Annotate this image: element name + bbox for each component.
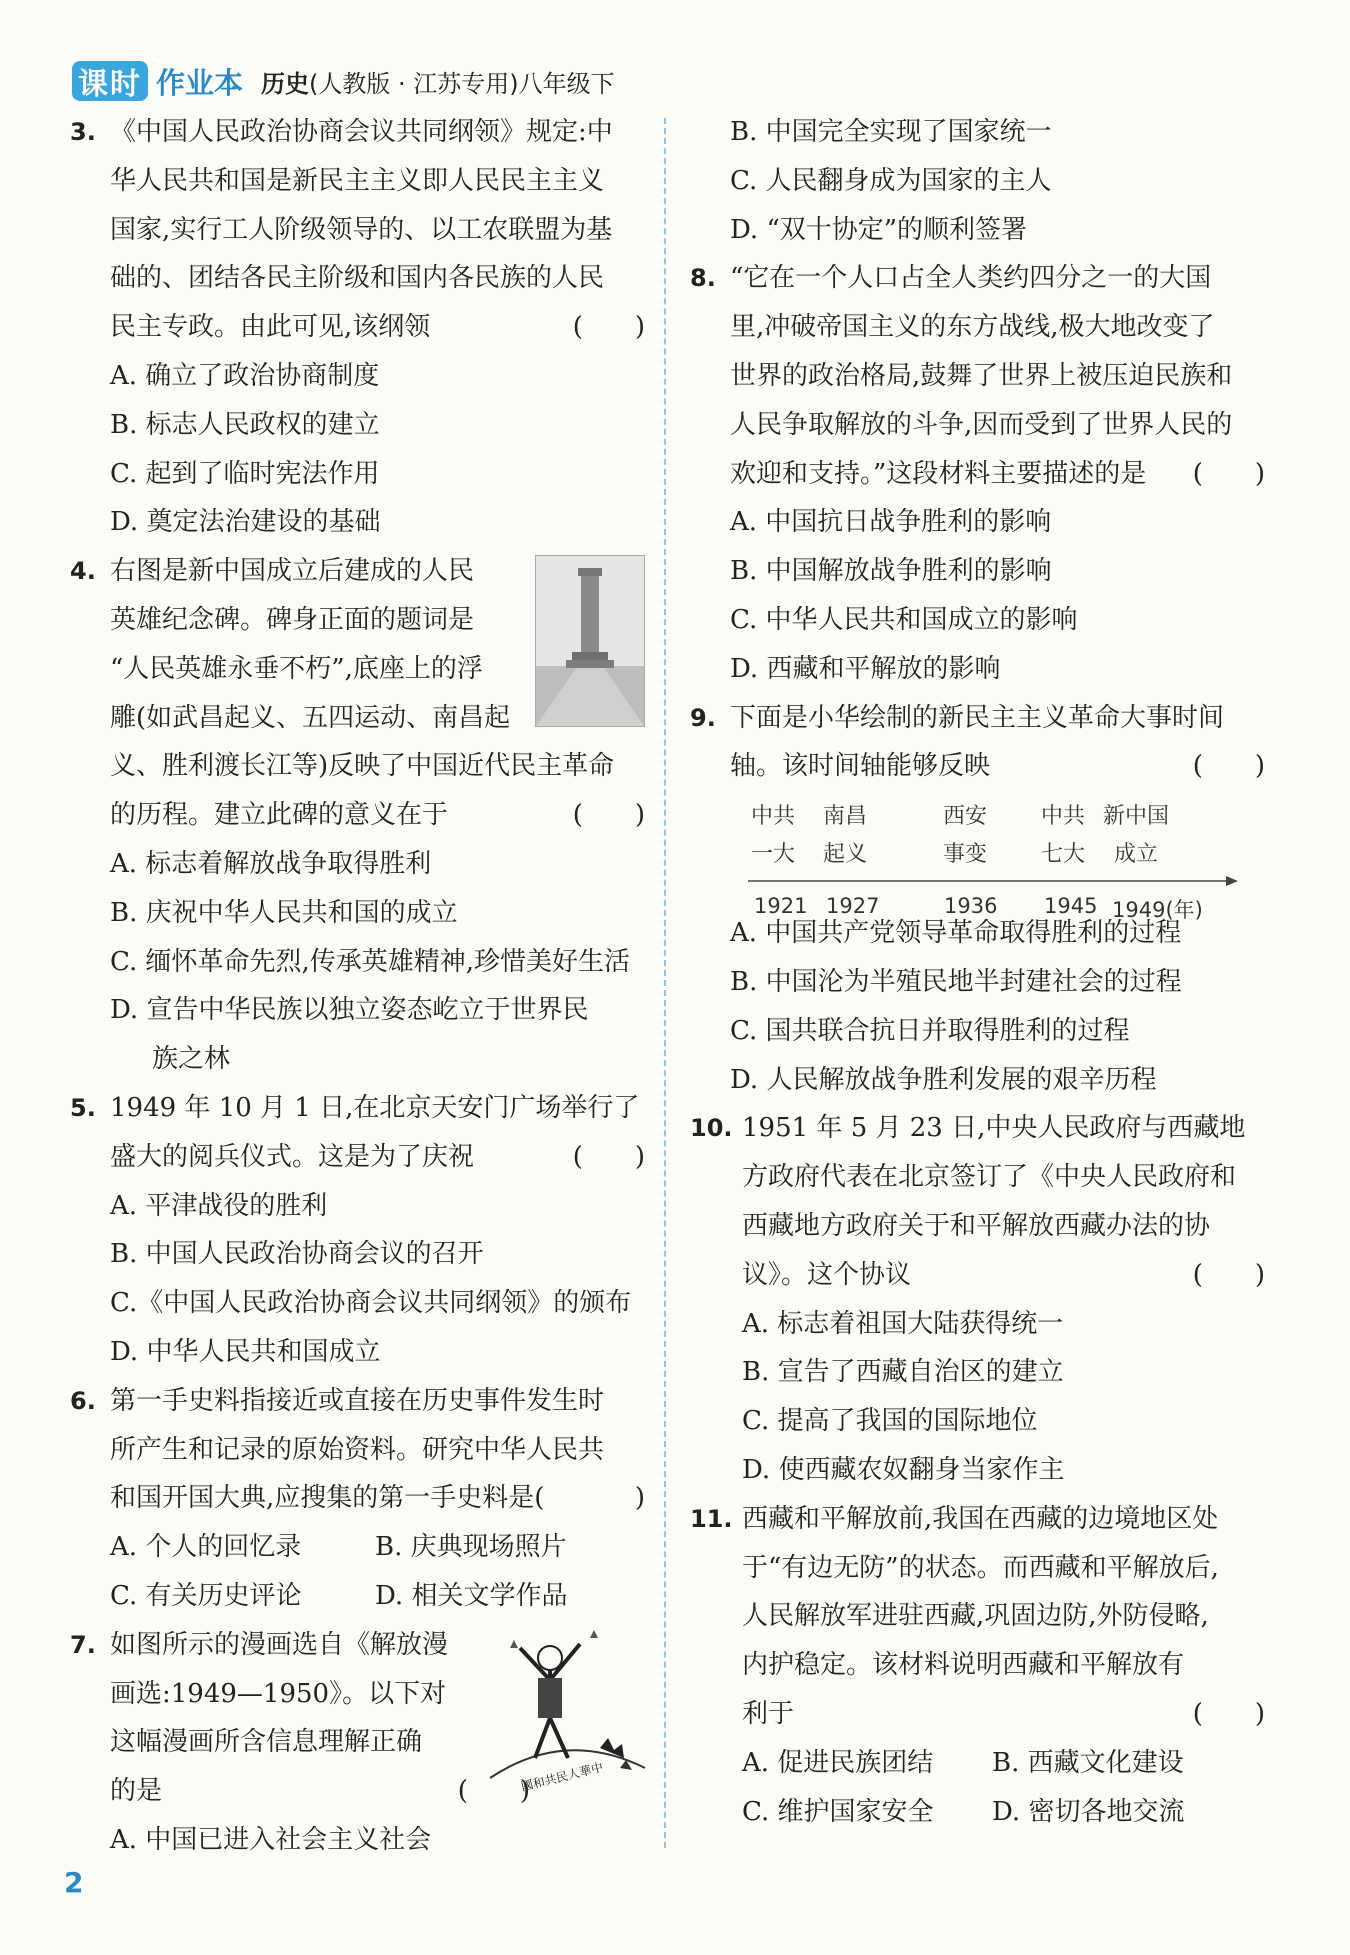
option[interactable]: D. 人民解放战争胜利发展的艰辛历程 (730, 1064, 1157, 1095)
timeline-event: 新中国 成立 (1102, 804, 1169, 867)
option[interactable]: D. 使西藏农奴翻身当家作主 (742, 1454, 1065, 1485)
answer-blank[interactable]: ( ) (1192, 1259, 1265, 1290)
question-9: 9. 下面是小华绘制的新民主主义革命大事时间 轴。该时间轴能够反映 ( ) A. 中国共产党领导革命取得胜利的过程 B. 中国沦为半殖民地半封建社会的过程 C. 国共联合抗日并取得胜利的过程 D. 人民解放战争胜利发展的艰辛历程 (690, 694, 1265, 1105)
option[interactable]: B. 标志人民政权的建立 (110, 409, 380, 440)
option[interactable]: C. 人民翻身成为国家的主人 (730, 165, 1052, 196)
book-logo: 课时 (72, 61, 148, 101)
option[interactable]: D. 相关文学作品 (375, 1580, 568, 1611)
cartoon-caption: 國和共民人華中 (519, 1760, 605, 1794)
monument-photo (535, 555, 645, 727)
option[interactable]: C. 国共联合抗日并取得胜利的过程 (730, 1015, 1130, 1046)
question-11: 11. 西藏和平解放前,我国在西藏的边境地区处 于“有边无防”的状态。而西藏和平解放后, 人民解放军进驻西藏,巩固边防,外防侵略, 内护稳定。该材料说明西藏和平解放有 利于 ( ) A. 促进民族团结 B. 西藏文化建设 C. 维护国家安全 D. 密切各地交流 (690, 1495, 1265, 1837)
question-3: 3. 《中国人民政治协商会议共同纲领》规定:中 华人民共和国是新民主主义即人民民主主义 国家,实行工人阶级领导的、以工农联盟为基 础的、团结各民主阶级和国内各民族的人民 民主专政。由此可见,该纲领 ( ) A. 确立了政治协商制度 B. 标志人民政权的建立 C. 起到了临时宪法作用 D. 奠定法治建设的基础 (70, 108, 645, 547)
timeline-event: 南昌 起义 (822, 804, 867, 867)
option[interactable]: D. 密切各地交流 (992, 1796, 1185, 1827)
book-title: 作业本 (156, 65, 244, 100)
option[interactable]: B. 中国沦为半殖民地半封建社会的过程 (730, 966, 1182, 997)
answer-blank[interactable]: ( ) (1192, 751, 1265, 782)
answer-blank[interactable]: ) (608, 1483, 645, 1514)
option[interactable]: B. 中国人民政治协商会议的召开 (110, 1239, 484, 1270)
option[interactable]: C. 维护国家安全 (742, 1796, 934, 1827)
option[interactable]: D. 奠定法治建设的基础 (110, 507, 381, 538)
timeline-year: 1921 (754, 894, 808, 918)
answer-blank[interactable]: ( ) (457, 1776, 530, 1807)
answer-blank[interactable]: ( ) (572, 1141, 645, 1172)
option[interactable]: B. 宣告了西藏自治区的建立 (742, 1357, 1064, 1388)
column-divider (664, 118, 666, 1848)
option[interactable]: D. 宣告中华民族以独立姿态屹立于世界民 (110, 995, 589, 1026)
option[interactable]: A. 促进民族团结 (742, 1747, 934, 1778)
question-10: 10. 1951 年 5 月 23 日,中央人民政府与西藏地 方政府代表在北京签订了《中央人民政府和 西藏地方政府关于和平解放西藏办法的协 议》。这个协议 ( ) A. 标志着祖国大陆获得统一 B. 宣告了西藏自治区的建立 C. 提高了我国的国际地位 D. 使西藏农奴翻身当家作主 (690, 1104, 1265, 1494)
timeline-event: 西安 事变 (942, 804, 987, 867)
option[interactable]: C. 缅怀革命先烈,传承英雄精神,珍惜美好生活 (110, 946, 631, 977)
option[interactable]: A. 平津战役的胜利 (110, 1190, 328, 1221)
timeline-event: 中共 一大 (750, 804, 795, 867)
subject-line: 历史(人教版 · 江苏专用)八年级下 (261, 69, 615, 98)
answer-blank[interactable]: ( ) (1192, 458, 1265, 489)
question-7-continued (690, 108, 1265, 254)
timeline (748, 798, 1248, 922)
option[interactable]: D. “双十协定”的顺利签署 (730, 214, 1028, 245)
page-header (72, 58, 615, 104)
option[interactable]: B. 中国解放战争胜利的影响 (730, 556, 1052, 587)
option[interactable]: D. 中华人民共和国成立 (110, 1336, 381, 1367)
left-column (70, 108, 645, 1865)
timeline-year: 1927 (826, 894, 880, 918)
question-4: 4. 右图是新中国成立后建成的人民 英雄纪念碑。碑身正面的题词是 “人民英雄永垂不朽”,底座上的浮 雕(如武昌起义、五四运动、南昌起 义、胜利渡长江等)反映了中国近代民主革命 的历程。建立此碑的意义在于 ( ) A. 标志着解放战争取得胜利 B. 庆祝中华人民共和国的成立 C. 缅怀革命先烈,传承英雄精神,珍惜美好生活 D. 宣告中华民族以独立姿态屹立于世界民 族之林 (70, 556, 645, 1075)
option[interactable]: B. 西藏文化建设 (992, 1747, 1184, 1778)
option[interactable]: A. 中国已进入社会主义社会 (110, 1824, 432, 1855)
answer-blank[interactable]: ( ) (1192, 1698, 1265, 1729)
option[interactable]: C. 中华人民共和国成立的影响 (730, 604, 1078, 635)
cartoon-image (480, 1618, 650, 1800)
option[interactable]: D. 西藏和平解放的影响 (730, 653, 1001, 684)
monument-illustration (536, 556, 644, 726)
question-7: 7. 如图所示的漫画选自《解放漫 画选:1949—1950》。以下对 这幅漫画所含信息理解正确 的是 ( ) A. 中国已进入社会主义社会 (70, 1621, 645, 1865)
option[interactable]: A. 标志着解放战争取得胜利 (110, 848, 432, 879)
option[interactable]: C. 提高了我国的国际地位 (742, 1406, 1038, 1437)
question-6: 6. 第一手史料指接近或直接在历史事件发生时 所产生和记录的原始资料。研究中华人民共 和国开国大典,应搜集的第一手史料是( ) A. 个人的回忆录 B. 庆典现场照片 C. 有关历史评论 D. 相关文学作品 (70, 1377, 645, 1621)
timeline-year: 1945 (1044, 894, 1098, 918)
option[interactable]: C. 起到了临时宪法作用 (110, 458, 380, 489)
option[interactable]: A. 标志着祖国大陆获得统一 (742, 1308, 1064, 1339)
option[interactable]: C. 有关历史评论 (110, 1580, 302, 1611)
timeline-axis (748, 874, 1238, 888)
question-5: 5. 1949 年 10 月 1 日,在北京天安门广场举行了 盛大的阅兵仪式。这是为了庆祝 ( ) A. 平津战役的胜利 B. 中国人民政治协商会议的召开 C.《中国人民政治协商会议共同纲领》的颁布 D. 中华人民共和国成立 (70, 1084, 645, 1377)
option[interactable]: B. 庆祝中华人民共和国的成立 (110, 897, 458, 928)
option[interactable]: C.《中国人民政治协商会议共同纲领》的颁布 (110, 1288, 632, 1319)
right-column (690, 108, 1265, 1836)
question-8: 8. “它在一个人口占全人类约四分之一的大国 里,冲破帝国主义的东方战线,极大地改变了 世界的政治格局,鼓舞了世界上被压迫民族和 人民争取解放的斗争,因而受到了世界人民的 欢迎和支持。”这段材料主要描述的是 ( ) A. 中国抗日战争胜利的影响 B. 中国解放战争胜利的影响 C. 中华人民共和国成立的影响 D. 西藏和平解放的影响 (690, 254, 1265, 693)
option[interactable]: A. 中国共产党领导革命取得胜利的过程 (730, 918, 1182, 949)
option[interactable]: B. 中国完全实现了国家统一 (730, 117, 1052, 147)
timeline-event: 中共 七大 (1040, 804, 1085, 867)
timeline-year: 1936 (944, 894, 998, 918)
option[interactable]: A. 中国抗日战争胜利的影响 (730, 507, 1052, 538)
option[interactable]: A. 确立了政治协商制度 (110, 360, 380, 391)
page-number: 2 (64, 1866, 84, 1899)
timeline-year: 1949(年) (1112, 898, 1203, 922)
answer-blank[interactable]: ( ) (572, 312, 645, 343)
option[interactable]: A. 个人的回忆录 (110, 1532, 302, 1563)
answer-blank[interactable]: ( ) (572, 800, 645, 831)
option[interactable]: B. 庆典现场照片 (375, 1532, 567, 1563)
